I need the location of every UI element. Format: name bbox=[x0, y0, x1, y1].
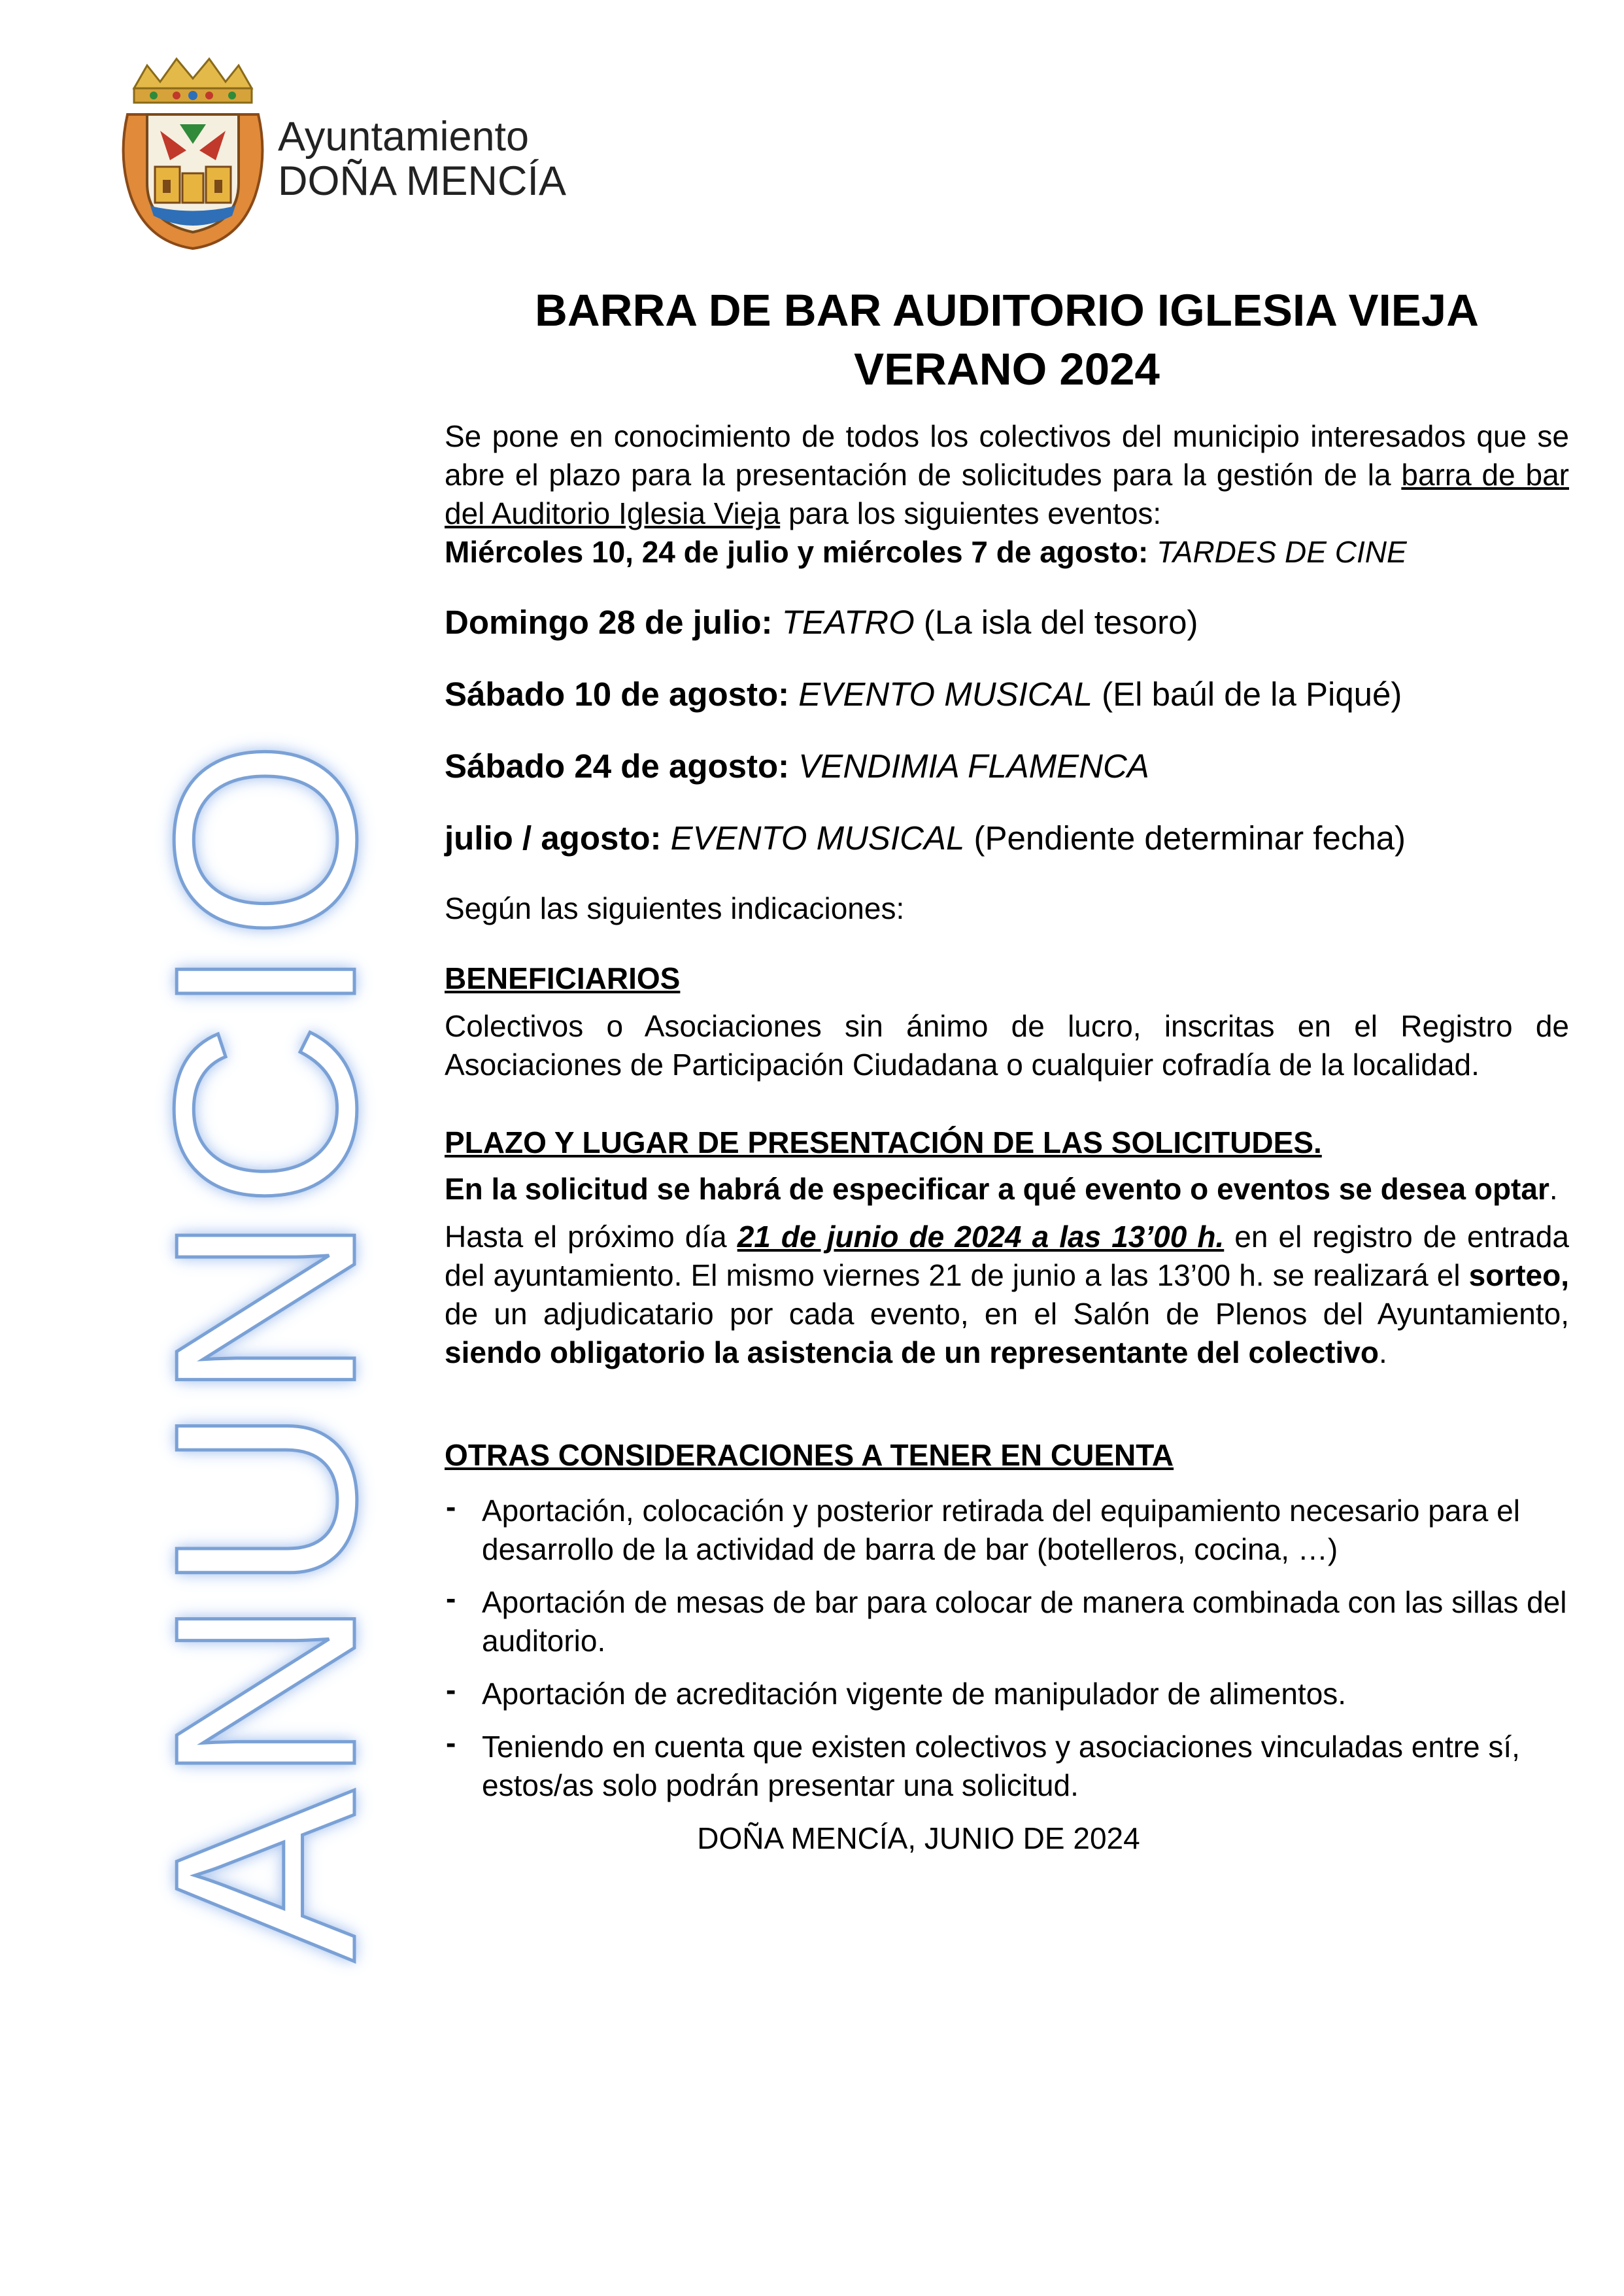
list-item-text: Aportación de acreditación vigente de manipulador de alimentos. bbox=[482, 1677, 1347, 1711]
event-item bbox=[445, 533, 1569, 572]
event-date: Sábado 10 de agosto: bbox=[445, 676, 790, 713]
intro-paragraph bbox=[445, 417, 1569, 533]
title-line2: VERANO 2024 bbox=[854, 344, 1160, 394]
closing-line: DOÑA MENCÍA, JUNIO DE 2024 bbox=[697, 1821, 1140, 1855]
beneficiarios-heading: BENEFICIARIOS bbox=[445, 961, 681, 995]
list-item-text: Teniendo en cuenta que existen colectivos y asociaciones vinculadas entre sí, estos/as solo podrán presentar una solicitud. bbox=[482, 1730, 1520, 1802]
plazo-text-2: en el registro de entrada del ayuntamiento. El mismo viernes 21 de junio a las 13’00 h. se realizará el bbox=[445, 1220, 1569, 1292]
plazo-note bbox=[445, 1170, 1569, 1208]
coat-of-arms-icon bbox=[114, 52, 271, 255]
org-name-line1: Ayuntamiento bbox=[278, 114, 530, 160]
event-note: (Pendiente determinar fecha) bbox=[964, 819, 1406, 857]
otras-heading: OTRAS CONSIDERACIONES A TENER EN CUENTA bbox=[445, 1438, 1174, 1472]
event-name: EVENTO MUSICAL bbox=[670, 819, 965, 857]
dash-bullet-icon: - bbox=[446, 1726, 456, 1760]
vertical-banner-text: ANUNCIO bbox=[120, 734, 409, 1962]
page-title bbox=[445, 281, 1569, 399]
event-date: Sábado 24 de agosto: bbox=[445, 747, 790, 785]
org-name-line2: DOÑA MENCÍA bbox=[278, 158, 567, 204]
beneficiarios-text: Colectivos o Asociaciones sin ánimo de lucro, inscritas en el Registro de Asociaciones de Participación Ciudadana o cualquier cofradía de la localidad. bbox=[445, 1009, 1569, 1082]
event-item bbox=[445, 602, 1569, 643]
organization-name bbox=[278, 114, 566, 203]
list-item bbox=[445, 1583, 1569, 1660]
plazo-paragraph bbox=[445, 1218, 1569, 1372]
plazo-text-4: . bbox=[1378, 1335, 1387, 1369]
event-item bbox=[445, 817, 1569, 859]
indicaciones-text: Según las siguientes indicaciones: bbox=[445, 891, 905, 925]
dash-bullet-icon: - bbox=[446, 1581, 456, 1615]
event-note: (El baúl de la Piqué) bbox=[1092, 676, 1402, 713]
plazo-deadline: 21 de junio de 2024 a las 13’00 h. bbox=[737, 1220, 1225, 1254]
title-line1: BARRA DE BAR AUDITORIO IGLESIA VIEJA bbox=[534, 285, 1479, 335]
event-item bbox=[445, 674, 1569, 715]
intro-venue: barra de bar del Auditorio Iglesia Vieja bbox=[445, 458, 1569, 530]
list-item bbox=[445, 1675, 1569, 1713]
dash-bullet-icon: - bbox=[446, 1673, 456, 1707]
plazo-obligatorio: siendo obligatorio la asistencia de un representante del colectivo bbox=[445, 1335, 1379, 1369]
intro-text-2: para los siguientes eventos: bbox=[780, 496, 1162, 530]
event-name: VENDIMIA FLAMENCA bbox=[798, 747, 1149, 785]
list-item bbox=[445, 1728, 1569, 1805]
plazo-heading: PLAZO Y LUGAR DE PRESENTACIÓN DE LAS SOLICITUDES. bbox=[445, 1125, 1322, 1159]
dash-bullet-icon: - bbox=[446, 1490, 456, 1524]
event-date: julio / agosto: bbox=[445, 819, 662, 857]
event-name: TEATRO bbox=[781, 604, 915, 641]
plazo-text-1: Hasta el próximo día bbox=[445, 1220, 737, 1254]
plazo-text-3: de un adjudicatario por cada evento, en el Salón de Plenos del Ayuntamiento, bbox=[445, 1297, 1569, 1331]
plazo-sorteo: sorteo, bbox=[1468, 1258, 1569, 1292]
list-item-text: Aportación de mesas de bar para colocar de manera combinada con las sillas del auditorio. bbox=[482, 1585, 1567, 1658]
list-item bbox=[445, 1492, 1569, 1569]
event-name: EVENTO MUSICAL bbox=[798, 676, 1092, 713]
event-item bbox=[445, 745, 1569, 787]
intro-text-1: Se pone en conocimiento de todos los colectivos del municipio interesados que se abre el plazo para la presentación de solicitudes para la gestión de la bbox=[445, 419, 1569, 492]
event-name: TARDES DE CINE bbox=[1157, 535, 1407, 569]
otras-list bbox=[445, 1492, 1569, 1805]
plazo-note-bold: En la solicitud se habrá de especificar a qué evento o eventos se desea optar bbox=[445, 1172, 1549, 1206]
announcement-body bbox=[445, 417, 1569, 1858]
event-date: Domingo 28 de julio: bbox=[445, 604, 773, 641]
list-item-text: Aportación, colocación y posterior retirada del equipamiento necesario para el desarrollo de la actividad de barra de bar (botelleros, cocina, …) bbox=[482, 1494, 1520, 1566]
event-date: Miércoles 10, 24 de julio y miércoles 7 de agosto: bbox=[445, 535, 1149, 569]
event-note: (La isla del tesoro) bbox=[914, 604, 1198, 641]
plazo-note-end: . bbox=[1549, 1172, 1558, 1206]
